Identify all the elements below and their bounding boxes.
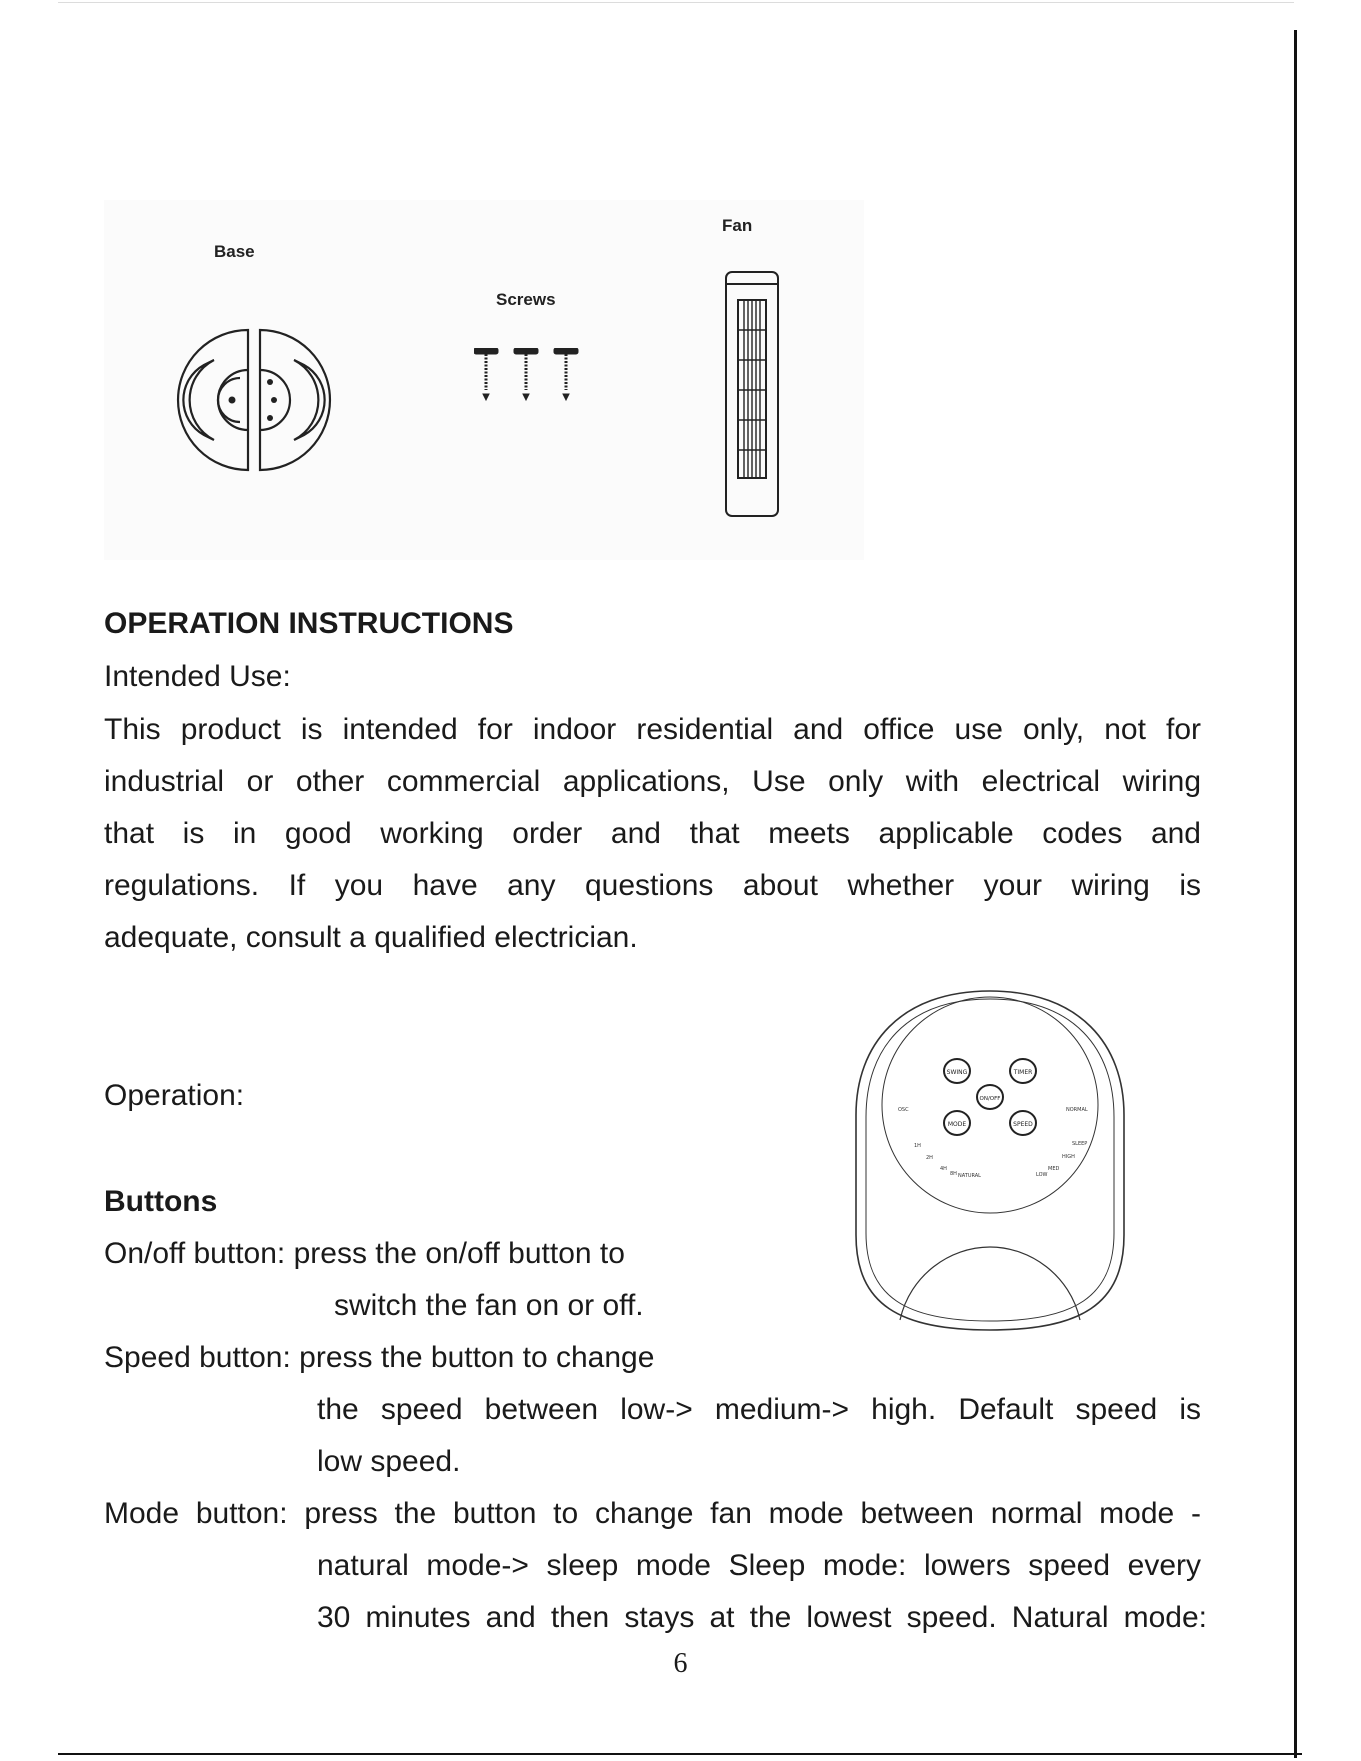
page-number: 6: [673, 1648, 688, 1679]
mode-desc-line3: 30 minutes and then stays at the lowest speed. Natural mode:: [317, 1601, 1207, 1634]
screws-label: Screws: [496, 290, 556, 309]
timer-button: [1010, 1059, 1036, 1083]
mode-desc-line2: natural mode-> sleep mode Sleep mode: lowers speed every: [317, 1549, 1201, 1582]
indicator-label: 1H: [914, 1143, 921, 1149]
intended-use-line: that is in good working order and that meets applicable codes and: [104, 817, 1201, 850]
intended-use-line: regulations. If you have any questions about whether your wiring is: [104, 869, 1201, 902]
timer-button-label: TIMER: [1013, 1069, 1033, 1076]
mode-desc-line1: Mode button: press the button to change fan mode between normal mode -: [104, 1497, 1201, 1530]
onoff-desc-line1: On/off button: press the on/off button to: [104, 1237, 625, 1270]
screws-drawing: [474, 348, 584, 404]
panel-buttons: [944, 1059, 1036, 1135]
base-label: Base: [214, 242, 255, 261]
intended-use-line: industrial or other commercial applications, Use only with electrical wiring: [104, 765, 1201, 798]
onoff-button: [977, 1085, 1003, 1109]
indicator-label: LOW: [1036, 1172, 1048, 1178]
indicator-label: NATURAL: [958, 1173, 981, 1179]
indicator-label: 8H: [950, 1171, 957, 1177]
operation-label: Operation:: [104, 1079, 245, 1112]
indicator-label: OSC: [898, 1107, 909, 1113]
speed-desc-line3: low speed.: [317, 1445, 461, 1478]
indicator-label: MED: [1048, 1166, 1060, 1172]
parts-figure: [104, 200, 864, 560]
control-panel-drawing: [840, 985, 1140, 1340]
right-margin-rule: [1294, 30, 1297, 1758]
indicator-label: SLEEP: [1072, 1141, 1088, 1147]
mode-button-label: MODE: [947, 1121, 967, 1128]
fan-label: Fan: [722, 216, 753, 235]
panel-indicator-labels: [898, 1107, 1088, 1179]
mode-button: [944, 1111, 970, 1135]
indicator-label: 4H: [940, 1166, 947, 1172]
base-drawing: [170, 320, 340, 480]
onoff-button-label: ON/OFF: [979, 1096, 1001, 1102]
swing-button-label: SWING: [946, 1069, 968, 1076]
speed-desc-line1: Speed button: press the button to change: [104, 1341, 655, 1374]
indicator-label: 2H: [926, 1155, 933, 1161]
buttons-heading: Buttons: [104, 1185, 218, 1218]
speed-desc-line2: the speed between low-> medium-> high. Default speed is: [317, 1393, 1201, 1426]
speed-button-label: SPEED: [1013, 1121, 1033, 1128]
swing-button: [944, 1059, 970, 1083]
fan-tower-drawing: [722, 270, 782, 520]
intended-use-line: adequate, consult a qualified electrician.: [104, 921, 638, 954]
top-rule: [58, 2, 1294, 3]
intended-use-line: This product is intended for indoor residential and office use only, not for: [104, 713, 1201, 746]
section-heading: OPERATION INSTRUCTIONS: [104, 607, 514, 640]
indicator-label: NORMAL: [1066, 1107, 1088, 1113]
speed-button: [1010, 1111, 1036, 1135]
indicator-label: HIGH: [1062, 1154, 1075, 1160]
bottom-rule: [58, 1753, 1302, 1755]
onoff-desc-line2: switch the fan on or off.: [334, 1289, 644, 1322]
intended-use-label: Intended Use:: [104, 660, 291, 693]
